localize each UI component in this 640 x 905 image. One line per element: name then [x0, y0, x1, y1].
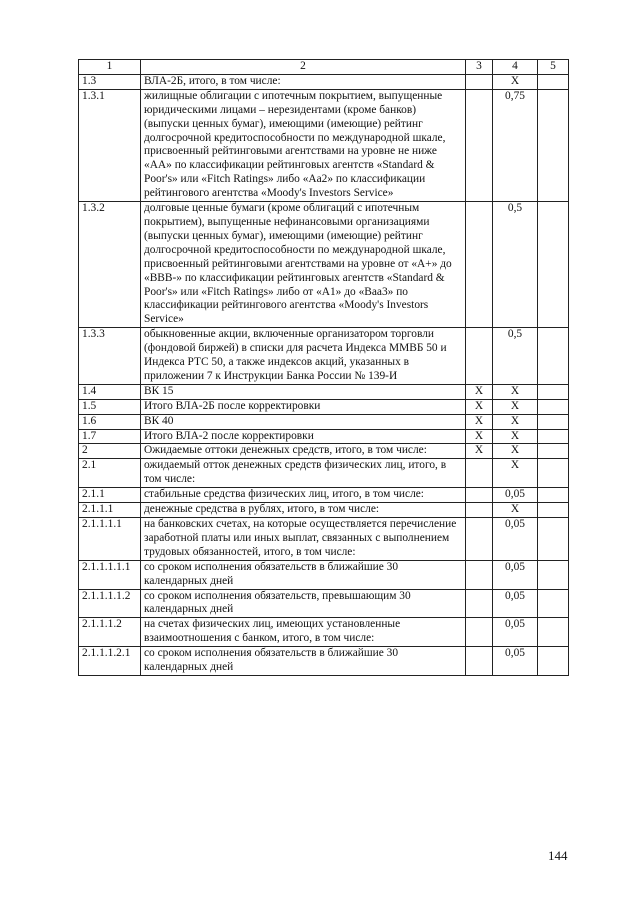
- header-col-5: 5: [538, 60, 569, 75]
- row-col5-cell: [538, 560, 569, 589]
- row-col3-cell: [466, 518, 493, 561]
- page-number: 144: [548, 848, 568, 863]
- row-col4-cell: X: [493, 414, 538, 429]
- table-row: [79, 503, 569, 518]
- row-description-cell: жилищные облигации с ипотечным покрытием, выпущенные юридическими лицами – нерезидентами (кроме банков) (выпуски ценных бумаг), имеющими (имеющие) рейтинг долгосрочной кредитоспособности по международной шкале, присвоенный рейтинговыми агентствами на уровне не ниже «AA» по классификации рейтинговых агентств «Standard & Poor's» или «Fitch Ratings» либо «Aa2» по классификации рейтингового агентства «Moody's Investors Service»: [141, 89, 466, 201]
- row-col5-cell: [538, 488, 569, 503]
- header-col-1: 1: [79, 60, 141, 75]
- row-description-cell: стабильные средства физических лиц, итого, в том числе:: [141, 488, 466, 503]
- row-code-cell: 1.3: [79, 74, 141, 89]
- row-col4-cell: X: [493, 459, 538, 488]
- row-description-cell: со сроком исполнения обязательств, превышающим 30 календарных дней: [141, 589, 466, 618]
- table-row: [79, 444, 569, 459]
- row-code-cell: 1.7: [79, 429, 141, 444]
- row-col3-cell: [466, 618, 493, 647]
- row-col3-cell: X: [466, 384, 493, 399]
- row-code-cell: 1.3.1: [79, 89, 141, 201]
- coefficients-table: [78, 59, 569, 676]
- table-row: [79, 560, 569, 589]
- row-col3-cell: [466, 647, 493, 676]
- row-col4-cell: 0,5: [493, 328, 538, 385]
- table-body: [79, 60, 569, 676]
- row-col4-cell: 0,05: [493, 589, 538, 618]
- row-col5-cell: [538, 589, 569, 618]
- row-code-cell: 2.1.1.1.1.1: [79, 560, 141, 589]
- row-code-cell: 1.4: [79, 384, 141, 399]
- table-row: [79, 488, 569, 503]
- row-col3-cell: [466, 589, 493, 618]
- table-row: [79, 589, 569, 618]
- row-description-cell: Итого ВЛА-2Б после корректировки: [141, 399, 466, 414]
- row-col4-cell: X: [493, 444, 538, 459]
- row-col5-cell: [538, 503, 569, 518]
- row-col5-cell: [538, 384, 569, 399]
- row-col4-cell: 0,05: [493, 518, 538, 561]
- row-col5-cell: [538, 328, 569, 385]
- row-col3-cell: X: [466, 414, 493, 429]
- row-col3-cell: X: [466, 429, 493, 444]
- row-code-cell: 2.1.1.1: [79, 503, 141, 518]
- row-col4-cell: X: [493, 503, 538, 518]
- row-code-cell: 2.1: [79, 459, 141, 488]
- row-col5-cell: [538, 518, 569, 561]
- row-col4-cell: X: [493, 384, 538, 399]
- row-code-cell: 2.1.1.1.1: [79, 518, 141, 561]
- row-description-cell: ВК 40: [141, 414, 466, 429]
- table-row: [79, 518, 569, 561]
- row-col5-cell: [538, 459, 569, 488]
- row-code-cell: 1.6: [79, 414, 141, 429]
- row-description-cell: ВЛА-2Б, итого, в том числе:: [141, 74, 466, 89]
- row-description-cell: на банковских счетах, на которые осуществляется перечисление заработной платы или иных выплат, связанных с выполнением трудовых обязанностей, итого, в том числе:: [141, 518, 466, 561]
- table-row: [79, 618, 569, 647]
- row-col3-cell: [466, 459, 493, 488]
- row-col3-cell: X: [466, 444, 493, 459]
- row-code-cell: 2.1.1.1.2.1: [79, 647, 141, 676]
- row-col4-cell: 0,05: [493, 647, 538, 676]
- row-col3-cell: [466, 560, 493, 589]
- row-code-cell: 1.5: [79, 399, 141, 414]
- row-col4-cell: 0,75: [493, 89, 538, 201]
- header-col-3: 3: [466, 60, 493, 75]
- row-description-cell: на счетах физических лиц, имеющих установленные взаимоотношения с банком, итого, в том числе:: [141, 618, 466, 647]
- row-col3-cell: [466, 202, 493, 328]
- row-col4-cell: 0,5: [493, 202, 538, 328]
- row-description-cell: со сроком исполнения обязательств в ближайшие 30 календарных дней: [141, 647, 466, 676]
- table-row: [79, 414, 569, 429]
- row-code-cell: 1.3.2: [79, 202, 141, 328]
- row-col3-cell: [466, 503, 493, 518]
- row-col5-cell: [538, 414, 569, 429]
- table-row: [79, 89, 569, 201]
- table-row: [79, 399, 569, 414]
- table-row: [79, 74, 569, 89]
- row-code-cell: 2.1.1: [79, 488, 141, 503]
- row-code-cell: 2.1.1.1.1.2: [79, 589, 141, 618]
- row-col3-cell: X: [466, 399, 493, 414]
- row-col3-cell: [466, 328, 493, 385]
- header-col-4: 4: [493, 60, 538, 75]
- row-col3-cell: [466, 74, 493, 89]
- row-description-cell: Итого ВЛА-2 после корректировки: [141, 429, 466, 444]
- row-code-cell: 2: [79, 444, 141, 459]
- row-col5-cell: [538, 89, 569, 201]
- row-col4-cell: 0,05: [493, 560, 538, 589]
- row-code-cell: 2.1.1.1.2: [79, 618, 141, 647]
- row-col4-cell: 0,05: [493, 488, 538, 503]
- row-col5-cell: [538, 444, 569, 459]
- row-col3-cell: [466, 488, 493, 503]
- table-row: [79, 384, 569, 399]
- row-col5-cell: [538, 74, 569, 89]
- table-row: [79, 429, 569, 444]
- row-col5-cell: [538, 618, 569, 647]
- table-row: [79, 328, 569, 385]
- row-description-cell: Ожидаемые оттоки денежных средств, итого, в том числе:: [141, 444, 466, 459]
- row-description-cell: ВК 15: [141, 384, 466, 399]
- row-col5-cell: [538, 399, 569, 414]
- table-row: [79, 459, 569, 488]
- row-code-cell: 1.3.3: [79, 328, 141, 385]
- row-col5-cell: [538, 647, 569, 676]
- table-header-row: [79, 60, 569, 75]
- row-col4-cell: X: [493, 399, 538, 414]
- header-col-2: 2: [141, 60, 466, 75]
- row-description-cell: обыкновенные акции, включенные организатором торговли (фондовой биржей) в списки для расчета Индекса ММВБ 50 и Индекса РТС 50, а также индексов акций, указанных в приложении 7 к Инструкции Банка России № 139-И: [141, 328, 466, 385]
- row-description-cell: со сроком исполнения обязательств в ближайшие 30 календарных дней: [141, 560, 466, 589]
- row-col5-cell: [538, 202, 569, 328]
- row-col4-cell: 0,05: [493, 618, 538, 647]
- table-row: [79, 202, 569, 328]
- row-col4-cell: X: [493, 429, 538, 444]
- row-description-cell: денежные средства в рублях, итого, в том числе:: [141, 503, 466, 518]
- row-col4-cell: X: [493, 74, 538, 89]
- row-description-cell: ожидаемый отток денежных средств физических лиц, итого, в том числе:: [141, 459, 466, 488]
- row-col5-cell: [538, 429, 569, 444]
- row-description-cell: долговые ценные бумаги (кроме облигаций с ипотечным покрытием), выпущенные нефинансовыми организациями (выпуски ценных бумаг), имеющими (имеющие) рейтинг долгосрочной кредитоспособности по международной шкале, присвоенный рейтинговыми агентствами на уровне от «A+» до «BBB-» по классификации рейтинговых агентств «Standard & Poor's» или «Fitch Ratings» либо от «A1» до «Baa3» по классификации рейтингового агентства «Moody's Investors Service»: [141, 202, 466, 328]
- table-row: [79, 647, 569, 676]
- row-col3-cell: [466, 89, 493, 201]
